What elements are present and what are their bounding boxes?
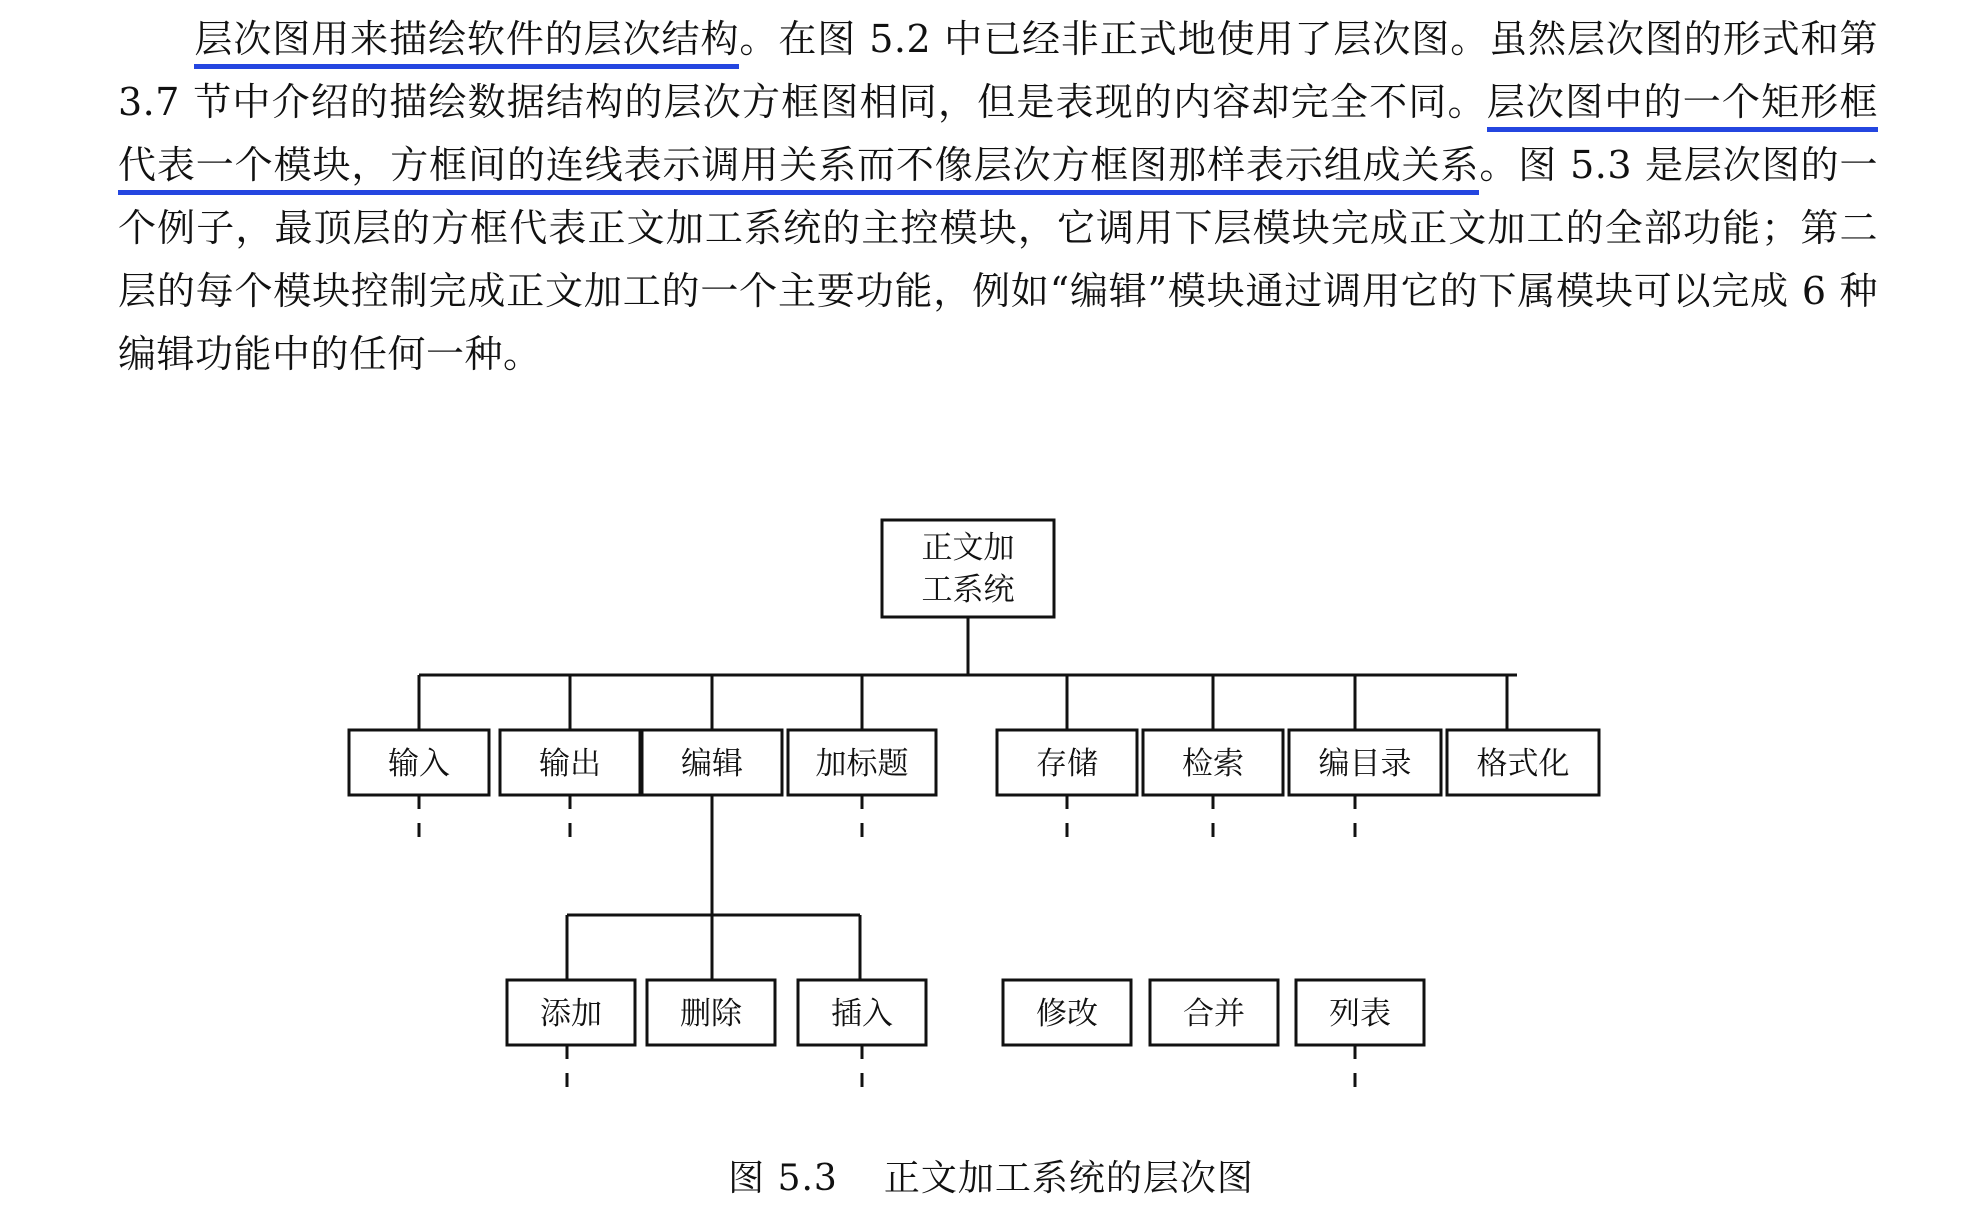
paragraph-line-6: 文加工的一个主要功能，例如“编辑”模块通过调用它的下属模块可以完成 6 种编辑功能 [118, 269, 1878, 376]
node-root-line2: 工系统 [921, 572, 1015, 608]
paragraph-line-1-rest: 。在图 5.2 中已经非正式地使用了层次图。虽然层 [739, 17, 1606, 61]
underlined-phrase-2a: 层次图中的一个矩形框代表一个模块，方框间的连线表示调用关系而不像层次 [118, 80, 1878, 195]
node-level3-modify [1003, 980, 1131, 1045]
node-level2-search [1143, 730, 1283, 795]
paragraph-line-4-rest: 。图 5.3 是层次图的一个例子，最顶层的方框代表正文加工系 [118, 143, 1878, 250]
paragraph-line-2: 次图的形式和第 3.7 节中介绍的描绘数据结构的层次方框图相同，但是表现的内容却完 [118, 17, 1878, 124]
node-level2-output [500, 730, 640, 795]
node-level3-add [507, 980, 635, 1045]
node-label: 输入 [388, 746, 450, 782]
underlined-phrase-2b: 方框图那样表示组成关系 [1051, 143, 1479, 195]
node-label: 格式化 [1476, 746, 1570, 782]
underlined-phrase-1: 层次图用来描绘软件的层次结构 [194, 17, 739, 69]
node-level3-merge [1150, 980, 1278, 1045]
caption-number: 图 5.3 [728, 1158, 838, 1199]
paragraph-line-7: 中的任何一种。 [272, 332, 542, 376]
node-level2-add-title [788, 730, 936, 795]
caption-title: 正文加工系统的层次图 [883, 1158, 1254, 1199]
node-label: 合并 [1183, 996, 1245, 1032]
node-label: 插入 [831, 996, 893, 1032]
paragraph-line-5: 统的主控模块，它调用下层模块完成正文加工的全部功能；第二层的每个模块控制完成正 [118, 206, 1878, 313]
node-label: 添加 [540, 996, 602, 1032]
paragraph-line-3-start: 全不同。 [1329, 80, 1487, 124]
node-level3-insert [798, 980, 926, 1045]
node-label: 存储 [1036, 746, 1098, 782]
node-level2-edit [642, 730, 782, 795]
node-level2-format [1447, 730, 1599, 795]
hierarchy-diagram [0, 500, 1982, 1140]
node-level3-list [1296, 980, 1424, 1045]
node-level2-catalog [1289, 730, 1441, 795]
node-label: 列表 [1329, 996, 1391, 1032]
body-paragraph [118, 8, 1878, 386]
node-label: 加标题 [815, 746, 909, 782]
node-label: 修改 [1036, 996, 1098, 1032]
node-label: 检索 [1182, 746, 1244, 782]
node-label: 编目录 [1318, 746, 1412, 782]
node-level2-store [997, 730, 1137, 795]
node-label: 删除 [680, 996, 742, 1032]
node-label: 输出 [539, 746, 601, 782]
figure-caption [0, 1150, 1982, 1201]
node-label: 编辑 [681, 746, 743, 782]
node-root [882, 520, 1054, 617]
node-root-line1: 正文加 [921, 530, 1015, 566]
node-level3-delete [647, 980, 775, 1045]
node-level2-input [349, 730, 489, 795]
